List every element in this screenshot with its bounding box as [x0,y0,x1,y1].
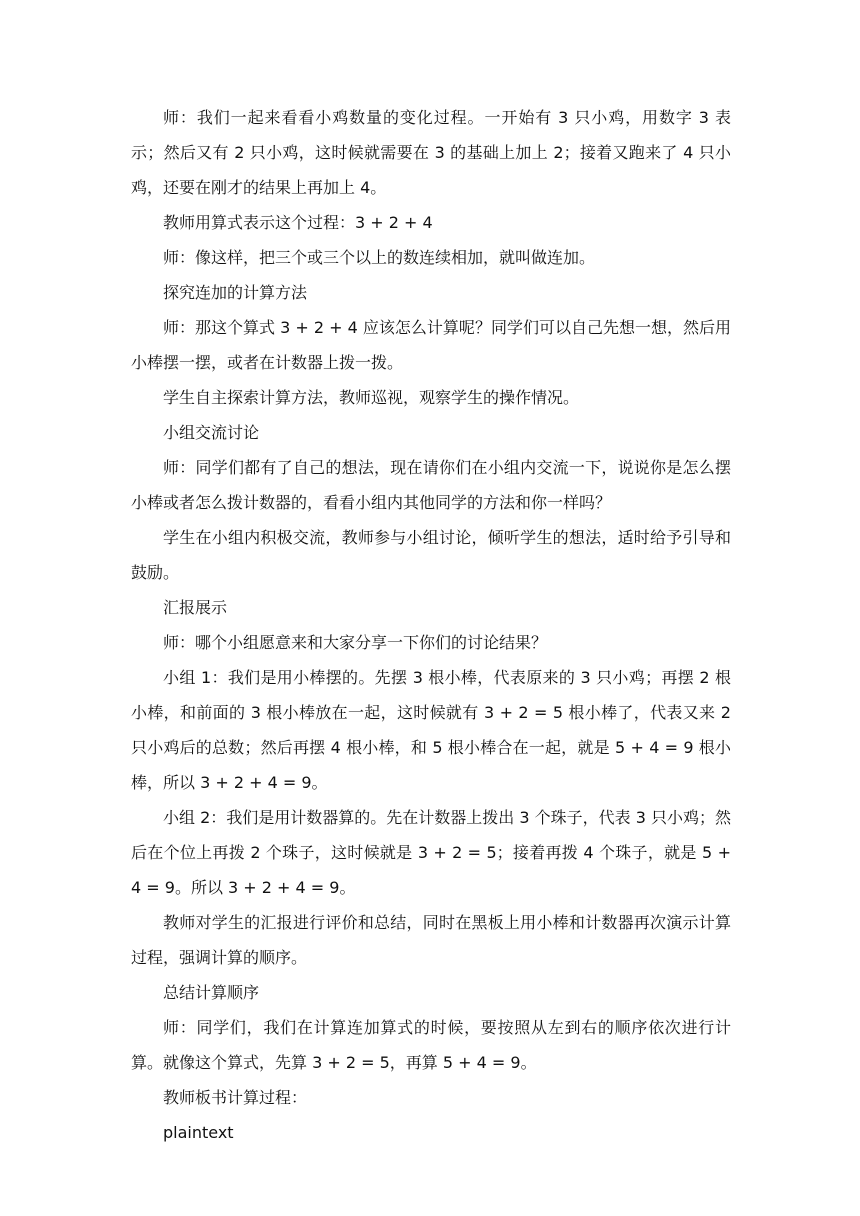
paragraph-expression: 教师用算式表示这个过程：3 + 2 + 4 [163,213,433,232]
paragraph-group-prompt: 师：同学们都有了自己的想法，现在请你们在小组内交流一下，说说你是怎么摆小棒或者怎么拨计数器的，看看小组内其他同学的方法和你一样吗？ [131,458,731,512]
section-heading-group-discussion: 小组交流讨论 [163,423,260,442]
paragraph-self-explore: 学生自主探索计算方法，教师巡视，观察学生的操作情况。 [163,388,580,407]
section-heading-report: 汇报展示 [163,598,228,617]
paragraph-order-rule: 师：同学们，我们在计算连加算式的时候，要按照从左到右的顺序依次进行计算。就像这个算式，先算 3 + 2 = 5，再算 5 + 4 = 9。 [131,1018,731,1072]
paragraph-group-1: 小组 1：我们是用小棒摆的。先摆 3 根小棒，代表原来的 3 只小鸡；再摆 2 根小棒，和前面的 3 根小棒放在一起，这时候就有 3 + 2 = 5 根小棒了，代表又来 2 只小鸡后的总数；然后再摆 4 根小棒，和 5 根小棒合在一起，就是 5 + 4 = 9 根小棒，所以 3 + 2 + 4 = 9。 [131,668,731,792]
paragraph-group-activity: 学生在小组内积极交流，教师参与小组讨论，倾听学生的想法，适时给予引导和鼓励。 [131,528,731,582]
paragraph-teacher-intro: 师：我们一起来看看小鸡数量的变化过程。一开始有 3 只小鸡，用数字 3 表示；然后又有 2 只小鸡，这时候就需要在 3 的基础上加上 2；接着又跑来了 4 只小鸡，还要在刚才的结果上再加上 4。 [131,108,731,197]
section-heading-order: 总结计算顺序 [163,983,260,1002]
document-body [131,100,731,1150]
paragraph-board-writing: 教师板书计算过程： [163,1088,308,1107]
paragraph-group-2: 小组 2：我们是用计数器算的。先在计数器上拨出 3 个珠子，代表 3 只小鸡；然后在个位上再拨 2 个珠子，这时候就是 3 + 2 = 5；接着再拨 4 个珠子，就是 5 + 4 = 9。所以 3 + 2 + 4 = 9。 [131,808,731,897]
section-heading-explore: 探究连加的计算方法 [163,283,308,302]
paragraph-plaintext-label: plaintext [163,1123,234,1142]
paragraph-explore-question: 师：那这个算式 3 + 2 + 4 应该怎么计算呢？同学们可以自己先想一想，然后用小棒摆一摆，或者在计数器上拨一拨。 [131,318,731,372]
paragraph-definition: 师：像这样，把三个或三个以上的数连续相加，就叫做连加。 [163,248,596,267]
paragraph-report-prompt: 师：哪个小组愿意来和大家分享一下你们的讨论结果？ [163,633,548,652]
paragraph-teacher-summary: 教师对学生的汇报进行评价和总结，同时在黑板上用小棒和计数器再次演示计算过程，强调计算的顺序。 [131,913,731,967]
